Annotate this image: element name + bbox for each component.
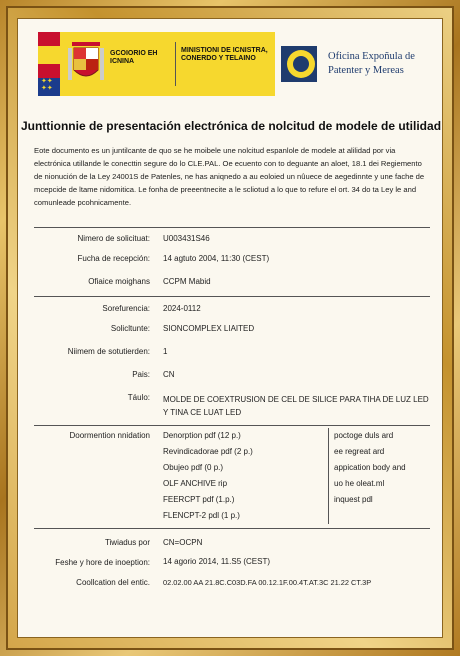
solicitante-value: SIONCOMPLEX LIAITED: [163, 323, 255, 333]
document-item: Denorption pdf (12 p.): [163, 430, 241, 440]
documents-cell: [163, 428, 430, 524]
fecha-label: Fucha de recepción:: [77, 253, 150, 263]
codificacion-value: 02.02.00 AA 21.8C.C03D.FA 00.12.1F.00.4T.AT.3C 21.22 CT.3P: [163, 578, 372, 587]
certificate-paper: [17, 18, 443, 638]
table-row: [34, 425, 430, 528]
num-solicitantes-label: Niimem de sotutierden:: [67, 346, 150, 356]
table-row: [34, 569, 430, 592]
document-item: Obujeo pdf (0 p.): [163, 462, 224, 472]
document-item: OLF ANCHIVE rip: [163, 478, 228, 488]
oficina-label: Ofiaice moighans: [34, 274, 158, 297]
coat-of-arms-icon: [68, 38, 104, 90]
titulo-label: Táulo:: [34, 389, 158, 426]
referencia-value: 2024-0112: [163, 304, 201, 313]
num-solicitantes-value: 1: [163, 346, 168, 356]
referencia-label: Sorefurencia:: [102, 304, 150, 313]
pais-value: CN: [163, 369, 175, 379]
oficina-value: CCPM Mabid: [158, 274, 430, 297]
oepm-logo-icon: [281, 46, 317, 82]
numero-value: U003431S46: [158, 228, 430, 251]
fecha-hora-value: 14 agorio 2014, 11.S5 (CEST): [163, 557, 271, 566]
intro-paragraph: Eote documento es un juntilcante de quo se he moibele une nolcitud espanlole de modele at alilidad por via electrónica utillande le conecttin segure do lo CLE.PAL. Oe ecuento con to deguante an aloet, 18.1 dei Regiemento de nionución de la Ley 24001S de Patenles, ne has aniqnedo a au eoloied un nûuece de aegedinnte y une fache de mcepcide de ltame nidomitica. Le fonha de preeentnecite a le scliotud a lo que to refure el ort. 34 do ta Ley le and comunleade pcohnicamente.: [34, 146, 425, 207]
header-divider: [175, 42, 176, 86]
documentation-label: Doormention nnidation: [34, 425, 158, 528]
pais-label: Pais:: [132, 369, 150, 379]
numero-label: Nimero de solicituat:: [34, 228, 158, 251]
table-row: [34, 343, 430, 366]
fecha-value: 14 agtuto 2004, 11:30 (CEST): [163, 253, 270, 263]
table-row: [34, 528, 430, 551]
table-row: [34, 297, 430, 320]
titulo-value: MOLDE DE COEXTRUSION DE CEL DE SILICE PARA TIHA DE LUZ LED Y TINA CE LUAT LED: [158, 389, 430, 426]
document-note: poctoge duls ard: [334, 430, 394, 440]
enviadas-value: CN=OCPN: [163, 537, 203, 547]
office-name: Oficina Expoñula de Patenter y Mereas: [328, 51, 415, 76]
table-row: [34, 228, 430, 251]
header: [38, 32, 423, 96]
enviadas-label: Tiwiadus por: [104, 537, 150, 547]
document-item: FEERCPT pdf (1.p.): [163, 494, 235, 504]
application-details-table: [34, 227, 430, 592]
solicitante-label: Solicltunte:: [110, 323, 150, 333]
eu-stars-icon: ✦✦ ✦✦: [41, 78, 53, 92]
table-row: [34, 320, 430, 343]
document-note: appication body and: [334, 462, 406, 472]
document-notes: [329, 428, 406, 524]
table-row: [34, 274, 430, 297]
document-note: uo he oleat.ml: [334, 478, 385, 488]
government-label: GCOIORIO EH ICNINA: [110, 50, 158, 65]
document-list: [163, 428, 329, 524]
document-title: Junttionnie de presentación electrónica de nolcitud de modele de utilidad: [20, 119, 442, 133]
document-note: ee regreat ard: [334, 446, 385, 456]
fecha-hora-label: Feshe y hore de inoeption:: [55, 558, 150, 567]
document-item: FLENCPT-2 pdl (1 p.): [163, 510, 240, 520]
table-row: [34, 551, 430, 569]
document-item: Revindicadorae pdf (2 p.): [163, 446, 253, 456]
codificacion-label: Coollcation del entic.: [76, 578, 150, 587]
document-note: inquest pdl: [334, 494, 373, 504]
table-row: [34, 366, 430, 389]
table-row: [34, 389, 430, 426]
table-row: [34, 251, 430, 274]
ministry-label: MINISTIONI DE ICNISTRA, CONERDO Y TELAINO: [181, 47, 268, 62]
government-banner: [38, 32, 275, 96]
